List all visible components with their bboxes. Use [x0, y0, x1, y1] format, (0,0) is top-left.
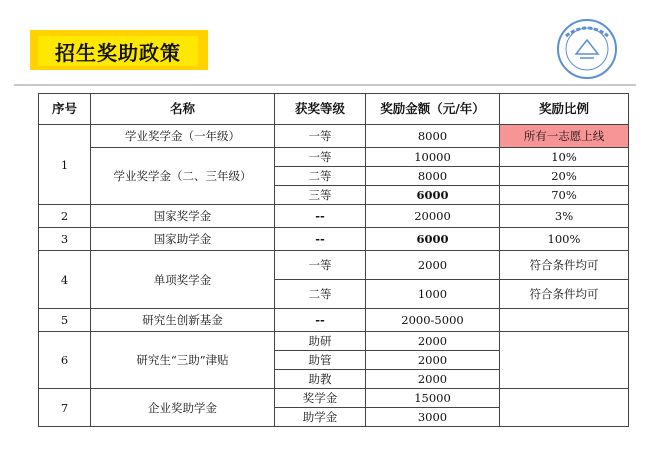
- header-level: 获奖等级: [275, 94, 366, 125]
- cell-level: 一等: [275, 251, 366, 280]
- cell-ratio: 符合条件均可: [500, 251, 629, 280]
- cell-level: 二等: [275, 280, 366, 309]
- cell-ratio: [500, 332, 629, 389]
- cell-ratio: 70%: [500, 186, 629, 205]
- scholarship-table: [38, 93, 629, 427]
- cell-index: 6: [39, 332, 91, 389]
- cell-level: 助研: [275, 332, 366, 351]
- page-title: 招生奖助政策: [55, 40, 181, 65]
- cell-ratio: 10%: [500, 148, 629, 167]
- cell-amount: 1000: [366, 280, 500, 309]
- cell-amount: 2000: [366, 351, 500, 370]
- cell-level: --: [275, 309, 366, 332]
- cell-name: 国家奖学金: [91, 205, 275, 228]
- cell-index: 2: [39, 205, 91, 228]
- cell-level: 二等: [275, 167, 366, 186]
- banner-box: [38, 36, 198, 66]
- table-row: [39, 309, 629, 332]
- cell-name: 研究生“三助”津贴: [91, 332, 275, 389]
- cell-amount: 20000: [366, 205, 500, 228]
- cell-ratio: [500, 389, 629, 427]
- cell-amount: 2000: [366, 370, 500, 389]
- table-header-row: [39, 94, 629, 125]
- cell-level: --: [275, 205, 366, 228]
- cell-ratio: 20%: [500, 167, 629, 186]
- cell-amount: 6000: [366, 186, 500, 205]
- cell-index: 4: [39, 251, 91, 309]
- cell-level: 助教: [275, 370, 366, 389]
- cell-index: 5: [39, 309, 91, 332]
- table-row: [39, 251, 629, 280]
- cell-amount: 8000: [366, 167, 500, 186]
- cell-index: 7: [39, 389, 91, 427]
- cell-name: 学业奖学金（二、三年级）: [91, 148, 275, 205]
- header-name: 名称: [91, 94, 275, 125]
- table-row: [39, 389, 629, 408]
- cell-name: 研究生创新基金: [91, 309, 275, 332]
- cell-amount: 3000: [366, 408, 500, 427]
- cell-level: 助管: [275, 351, 366, 370]
- cell-amount: 10000: [366, 148, 500, 167]
- title-banner: [20, 22, 220, 76]
- table-row: [39, 228, 629, 251]
- cell-name: 单项奖学金: [91, 251, 275, 309]
- cell-level: 一等: [275, 148, 366, 167]
- cell-name: 企业奖助学金: [91, 389, 275, 427]
- cell-index: 3: [39, 228, 91, 251]
- cell-level: 一等: [275, 125, 366, 148]
- cell-ratio: 100%: [500, 228, 629, 251]
- university-seal-icon: [556, 18, 618, 80]
- cell-amount: 8000: [366, 125, 500, 148]
- cell-level: 奖学金: [275, 389, 366, 408]
- cell-ratio: 符合条件均可: [500, 280, 629, 309]
- cell-level: 助学金: [275, 408, 366, 427]
- cell-index: 1: [39, 125, 91, 205]
- cell-amount: 15000: [366, 389, 500, 408]
- cell-level: 三等: [275, 186, 366, 205]
- header-divider: [14, 84, 636, 86]
- table-row: [39, 205, 629, 228]
- cell-name: 学业奖学金（一年级）: [91, 125, 275, 148]
- header-index: 序号: [39, 94, 91, 125]
- cell-amount: 2000-5000: [366, 309, 500, 332]
- cell-amount: 6000: [366, 228, 500, 251]
- cell-name: 国家助学金: [91, 228, 275, 251]
- cell-ratio-highlight: 所有一志愿上线: [500, 125, 629, 148]
- cell-ratio: [500, 309, 629, 332]
- table-row: [39, 148, 629, 167]
- header-amount: 奖励金额（元/年）: [366, 94, 500, 125]
- cell-amount: 2000: [366, 332, 500, 351]
- cell-ratio: 3%: [500, 205, 629, 228]
- header-ratio: 奖励比例: [500, 94, 629, 125]
- table-row: [39, 332, 629, 351]
- cell-level: --: [275, 228, 366, 251]
- table-row: [39, 125, 629, 148]
- cell-amount: 2000: [366, 251, 500, 280]
